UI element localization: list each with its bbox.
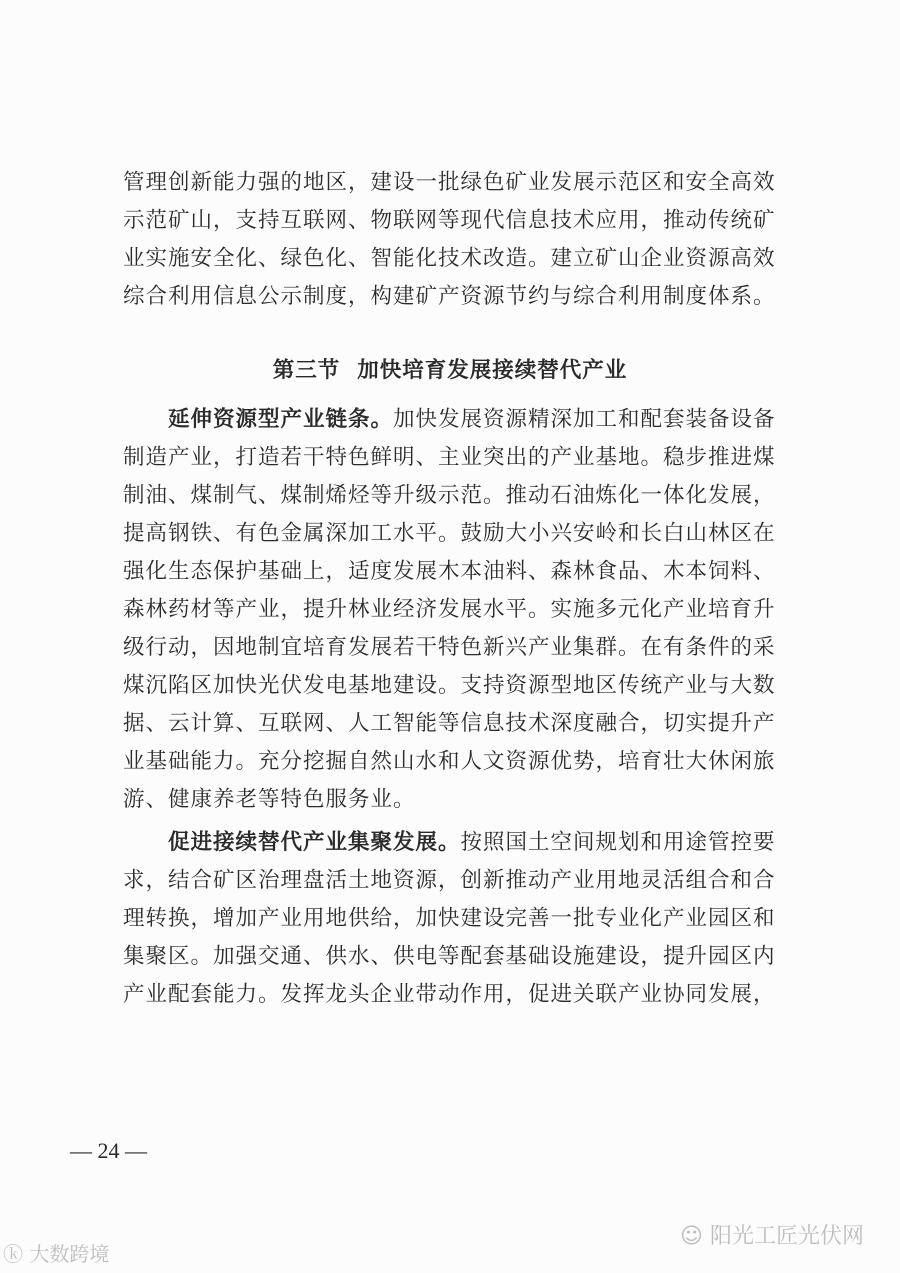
watermark-text: 大数跨境	[29, 1242, 110, 1266]
watermark-logo-icon: ⓚ	[3, 1242, 30, 1266]
page-number: — 24 —	[70, 1138, 147, 1163]
paragraph-line: 业基础能力。充分挖掘自然山水和人文资源优势，培育壮大休闲旅	[123, 749, 776, 774]
paragraph-line: 制油、煤制气、煤制烯烃等升级示范。推动石油炼化一体化发展，	[123, 483, 776, 508]
wechat-icon: ☺	[680, 1224, 710, 1249]
paragraph-text: 加快发展资源精深加工和配套装备设备	[393, 407, 776, 432]
paragraph-line: 游、健康养老等特色服务业。	[123, 787, 416, 812]
paragraph-line: 强化生态保护基础上，适度发展木本油料、森林食品、木本饲料、	[123, 559, 776, 584]
paragraph-line: 产业配套能力。发挥龙头企业带动作用，促进关联产业协同发展，	[123, 982, 776, 1007]
paragraph-line: 森林药材等产业，提升林业经济发展水平。实施多元化产业培育升	[123, 597, 776, 622]
watermark-text: 阳光工匠光伏网	[709, 1224, 864, 1249]
paragraph-line: 求，结合矿区治理盘活土地资源，创新推动产业用地灵活组合和合	[123, 868, 776, 893]
watermark-left	[3, 1238, 109, 1267]
paragraph-line: 管理创新能力强的地区，建设一批绿色矿业发展示范区和安全高效	[123, 170, 776, 195]
paragraph-line: 综合利用信息公示制度，构建矿产资源节约与综合利用制度体系。	[123, 284, 776, 309]
paragraph-text: 按照国土空间规划和用途管控要	[460, 830, 776, 855]
paragraph-first-line	[168, 405, 848, 435]
section-heading: 第三节 加快培育发展接续替代产业	[272, 358, 628, 383]
paragraph-line: 业实施安全化、绿色化、智能化技术改造。建立矿山企业资源高效	[123, 246, 776, 271]
paragraph-line: 集聚区。加强交通、供水、供电等配套基础设施建设，提升园区内	[123, 944, 776, 969]
paragraph-line: 示范矿山，支持互联网、物联网等现代信息技术应用，推动传统矿	[123, 208, 776, 233]
watermark-right	[680, 1219, 864, 1250]
paragraph-line: 级行动，因地制宜培育发展若干特色新兴产业集群。在有条件的采	[123, 635, 776, 660]
paragraph-line: 理转换，增加产业用地供给，加快建设完善一批专业化产业园区和	[123, 906, 776, 931]
paragraph-lead: 促进接续替代产业集聚发展。	[168, 830, 461, 855]
paragraph-line: 提高钢铁、有色金属深加工水平。鼓励大小兴安岭和长白山林区在	[123, 521, 776, 546]
paragraph-lead: 延伸资源型产业链条。	[168, 407, 394, 432]
paragraph-line: 据、云计算、互联网、人工智能等信息技术深度融合，切实提升产	[123, 711, 776, 736]
paragraph-line: 制造产业，打造若干特色鲜明、主业突出的产业基地。稳步推进煤	[123, 445, 776, 470]
paragraph-line: 煤沉陷区加快光伏发电基地建设。支持资源型地区传统产业与大数	[123, 673, 776, 698]
paragraph-first-line	[168, 828, 848, 858]
